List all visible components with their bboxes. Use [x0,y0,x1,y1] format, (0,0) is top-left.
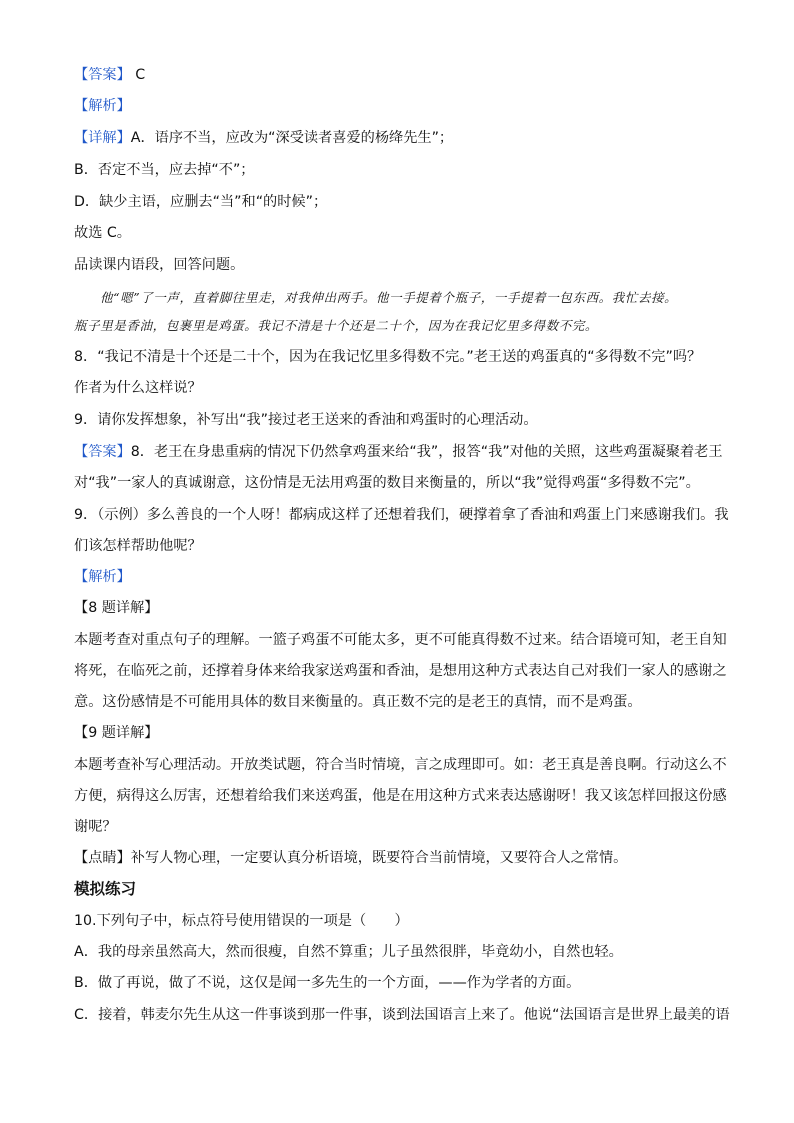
detail-line-d: D．缺少主语，应删去“当”和“的时候”； [74,194,328,210]
passage-line-2: 瓶子里是香油，包裹里是鸡蛋。我记不清是十个还是二十个，因为在我记忆里多得数不完。 [74,318,599,333]
option-b: B．做了再说，做了不说，这仅是闻一多先生的一个方面，——作为学者的方面。 [74,975,581,991]
reading-prompt: 品读课内语段，回答问题。 [74,257,245,273]
question-10: 10.下列句子中，标点符号使用错误的一项是（ ） [74,913,409,929]
answer-9-line-1: 9．（示例）多么善良的一个人呀！都病成这样了还想着我们，硬撑着拿了香油和鸡蛋上门来感谢我们。我 [74,507,729,523]
answer-9-line-2: 们该怎样帮助他呢？ [74,538,202,554]
detail-line-b: B．否定不当，应去掉“不”； [74,162,255,178]
q8-detail-line-1: 本题考查对重点句子的理解。一篮子鸡蛋不可能太多，更不可能真得数不过来。结合语境可知，老王自知 [74,632,727,648]
q8-detail-label: 【8 题详解】 [74,600,159,616]
q9-detail-line-3: 谢呢？ [74,819,117,835]
analysis-label-1: 【解析】 [74,98,131,114]
answer-8-line-2: 对“我”一家人的真诚谢意，这份情是无法用鸡蛋的数目来衡量的，所以“我”觉得鸡蛋“多得数不完”。 [74,475,700,491]
question-8-line-2: 作者为什么这样说？ [74,380,202,396]
question-8-line-1: 8．“我记不清是十个还是二十个，因为在我记忆里多得数不完。”老王送的鸡蛋真的“多得数不完”吗？ [74,349,702,365]
q9-detail-line-1: 本题考查补写心理活动。开放类试题，符合当时情境，言之成理即可。如：老王真是善良啊。行动这么不 [74,757,727,773]
answer-8-line-1: 【答案】8．老王在身患重病的情况下仍然拿鸡蛋来给“我”，报答“我”对他的关照，这些鸡蛋凝聚着老王 [74,444,723,460]
conclusion-line: 故选 C。 [74,225,131,241]
passage-line-1: 他“嗯”了一声，直着脚往里走，对我伸出两手。他一手提着个瓶子，一手提着一包东西。我忙去接。 [100,290,678,305]
section-heading: 模拟练习 [74,880,137,898]
question-9: 9．请你发挥想象，补写出“我”接过老王送来的香油和鸡蛋时的心理活动。 [74,412,538,428]
detail-line-a: 【详解】A．语序不当，应改为“深受读者喜爱的杨绛先生”； [74,130,454,146]
q8-detail-line-2: 将死，在临死之前，还撑着身体来给我家送鸡蛋和香油，是想用这种方式表达自己对我们一家人的感谢之 [74,663,727,679]
q9-detail-line-2: 方便，病得这么厉害，还想着给我们来送鸡蛋，他是在用这种方式来表达感谢呀！我又该怎样回报这份感 [74,788,727,804]
q9-detail-label: 【9 题详解】 [74,725,159,741]
key-point-line: 【点睛】补写人物心理，一定要认真分析语境，既要符合当前情境，又要符合人之常情。 [74,850,628,866]
analysis-label-2: 【解析】 [74,569,131,585]
option-a: A．我的母亲虽然高大，然而很瘦，自然不算重；儿子虽然很胖，毕竟幼小，自然也轻。 [74,944,623,960]
q8-detail-line-3: 意。这份感情是不可能用具体的数目来衡量的。真正数不完的是老王的真情，而不是鸡蛋。 [74,694,642,710]
answer-line-1: 【答案】 C [74,67,146,83]
option-c: C．接着，韩麦尔先生从这一件事谈到那一件事，谈到法国语言上来了。他说“法国语言是世界上最美的语 [74,1007,730,1023]
